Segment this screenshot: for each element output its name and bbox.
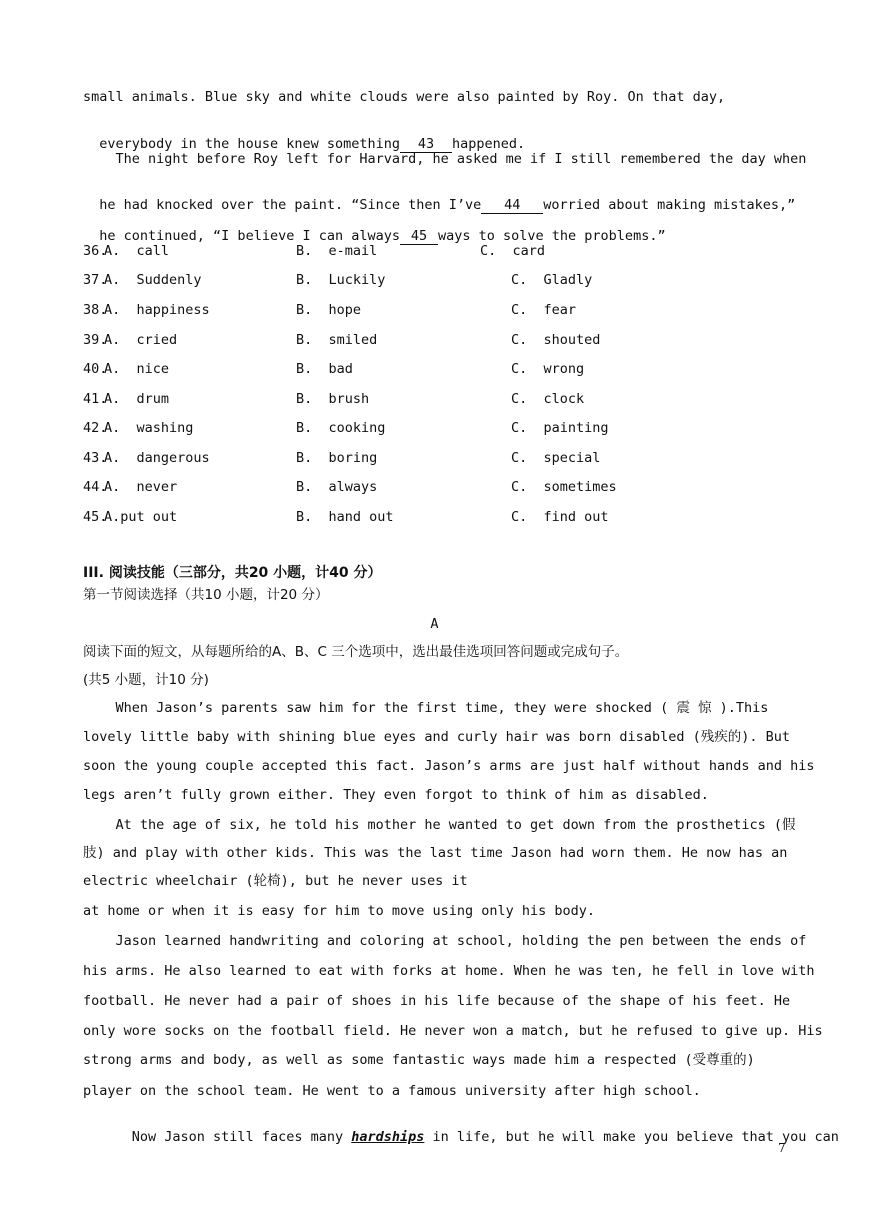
reading-line: his arms. He also learned to eat with forks at home. When he was ten, he fell in love with bbox=[83, 963, 815, 979]
question-number: 45. bbox=[83, 509, 108, 525]
option-row bbox=[83, 509, 803, 527]
passage-text: he continued, “I believe I can always bbox=[99, 228, 400, 244]
passage-line: small animals. Blue sky and white clouds were also painted by Roy. On that day, bbox=[83, 89, 726, 105]
option-a: A. dangerous bbox=[104, 450, 210, 466]
option-b: B. hand out bbox=[296, 509, 394, 525]
option-c: C. sometimes bbox=[511, 479, 617, 495]
question-number: 39. bbox=[83, 332, 108, 348]
question-number: 40. bbox=[83, 361, 108, 377]
question-number: 38. bbox=[83, 302, 108, 318]
option-b: B. smiled bbox=[296, 332, 378, 348]
points-note: (共5 小题，计10 分) bbox=[83, 672, 209, 688]
passage-text: Now Jason still faces many bbox=[99, 1129, 352, 1145]
option-a: A. never bbox=[104, 479, 178, 495]
option-c: C. Gladly bbox=[511, 272, 593, 288]
reading-line: football. He never had a pair of shoes in his life because of the shape of his feet. He bbox=[83, 993, 791, 1009]
passage-line bbox=[83, 181, 795, 214]
blank-45: 45 bbox=[400, 228, 438, 245]
option-c: C. card bbox=[480, 243, 546, 259]
reading-line: Jason learned handwriting and coloring at school, holding the pen between the ends of bbox=[83, 933, 807, 949]
question-number: 43. bbox=[83, 450, 108, 466]
option-b: B. always bbox=[296, 479, 378, 495]
option-row bbox=[83, 332, 803, 350]
option-a: A. happiness bbox=[104, 302, 210, 318]
passage-line bbox=[83, 1113, 839, 1145]
reading-line: only wore socks on the football field. He never won a match, but he refused to give up. His bbox=[83, 1023, 823, 1039]
reading-line: When Jason’s parents saw him for the first time, they were shocked ( 震 惊 ).This bbox=[83, 700, 769, 716]
option-c: C. find out bbox=[511, 509, 609, 525]
option-a: A. call bbox=[104, 243, 170, 259]
reading-line: 肢) and play with other kids. This was the last time Jason had worn them. He now has an bbox=[83, 845, 788, 861]
option-b: B. cooking bbox=[296, 420, 386, 436]
instruction: 阅读下面的短文，从每题所给的A、B、C 三个选项中，选出最佳选项回答问题或完成句子。 bbox=[83, 644, 629, 660]
option-c: C. special bbox=[511, 450, 601, 466]
option-row bbox=[83, 243, 803, 261]
option-b: B. e-mail bbox=[296, 243, 378, 259]
option-row bbox=[83, 272, 803, 290]
option-a: A. nice bbox=[104, 361, 170, 377]
section-subheading: 第一节阅读选择（共10 小题，计20 分） bbox=[83, 587, 329, 603]
passage-text: he had knocked over the paint. “Since then I’ve bbox=[99, 197, 482, 213]
reading-line: At the age of six, he told his mother he wanted to get down from the prosthetics (假 bbox=[83, 817, 796, 833]
question-number: 42. bbox=[83, 420, 108, 436]
page-number: 7 bbox=[778, 1141, 786, 1155]
option-b: B. bad bbox=[296, 361, 353, 377]
passage-text: happened. bbox=[452, 136, 526, 152]
option-row bbox=[83, 450, 803, 468]
option-a: A. cried bbox=[104, 332, 178, 348]
option-row bbox=[83, 361, 803, 379]
option-b: B. brush bbox=[296, 391, 370, 407]
passage-text: ways to solve the problems.” bbox=[438, 228, 666, 244]
option-row bbox=[83, 302, 803, 320]
question-number: 44. bbox=[83, 479, 108, 495]
part-label: A bbox=[430, 616, 439, 632]
option-row bbox=[83, 420, 803, 438]
reading-line: at home or when it is easy for him to move using only his body. bbox=[83, 903, 596, 919]
passage-line: The night before Roy left for Harvard, he asked me if I still remembered the day when bbox=[83, 151, 807, 167]
reading-line: strong arms and body, as well as some fantastic ways made him a respected (受尊重的) bbox=[83, 1052, 755, 1068]
section-heading: III. 阅读技能（三部分，共20 小题，计40 分） bbox=[83, 565, 382, 581]
question-number: 41. bbox=[83, 391, 108, 407]
option-c: C. fear bbox=[511, 302, 577, 318]
option-a: A. drum bbox=[104, 391, 170, 407]
question-number: 37. bbox=[83, 272, 108, 288]
passage-text: worried about making mistakes,” bbox=[543, 197, 796, 213]
passage-line bbox=[83, 212, 666, 245]
option-b: B. hope bbox=[296, 302, 362, 318]
option-a: A. Suddenly bbox=[104, 272, 202, 288]
passage-text: everybody in the house knew something bbox=[99, 136, 400, 152]
passage-line bbox=[83, 120, 525, 153]
option-c: C. clock bbox=[511, 391, 585, 407]
blank-43: 43 bbox=[400, 136, 452, 153]
option-a: A.put out bbox=[104, 509, 178, 525]
passage-text: in life, but he will make you believe that you can bbox=[424, 1129, 839, 1145]
option-a: A. washing bbox=[104, 420, 194, 436]
reading-line: soon the young couple accepted this fact. Jason’s arms are just half without hands and his bbox=[83, 758, 815, 774]
option-row bbox=[83, 391, 803, 409]
reading-line: electric wheelchair (轮椅), but he never uses it bbox=[83, 873, 468, 889]
option-c: C. painting bbox=[511, 420, 609, 436]
option-c: C. wrong bbox=[511, 361, 585, 377]
reading-line: lovely little baby with shining blue eyes and curly hair was born disabled (残疾的). But bbox=[83, 729, 790, 745]
reading-line: legs aren’t fully grown either. They even forgot to think of him as disabled. bbox=[83, 787, 709, 803]
option-b: B. boring bbox=[296, 450, 378, 466]
reading-line: player on the school team. He went to a famous university after high school. bbox=[83, 1083, 701, 1099]
option-b: B. Luckily bbox=[296, 272, 386, 288]
blank-44: 44 bbox=[481, 197, 543, 214]
question-number: 36. bbox=[83, 243, 108, 259]
option-row bbox=[83, 479, 803, 497]
keyword-hardships: hardships bbox=[351, 1129, 425, 1145]
option-c: C. shouted bbox=[511, 332, 601, 348]
